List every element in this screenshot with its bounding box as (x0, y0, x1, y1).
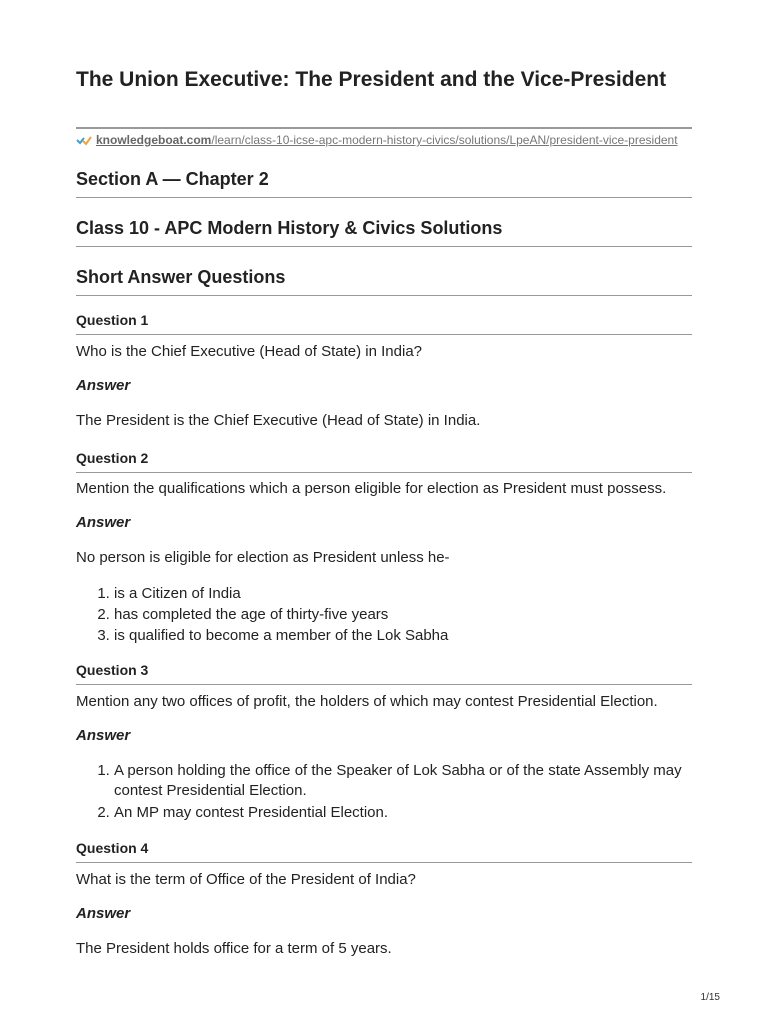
short-answer-divider (76, 295, 692, 296)
list-item: 2. An MP may contest Presidential Election. (114, 803, 730, 823)
short-answer-heading: Short Answer Questions (76, 267, 286, 287)
list-item: 1. A person holding the office of the Speaker of Lok Sabha or of the state Assembly may contest Presidential Election. (114, 761, 730, 801)
answer-2-intro: No person is eligible for election as President unless he- (76, 549, 450, 566)
question-3-label: Question 3 (76, 662, 149, 678)
question-1-text: Who is the Chief Executive (Head of State) in India? (76, 343, 423, 360)
title-divider (76, 127, 692, 129)
class-heading: Class 10 - APC Modern History & Civics Solutions (76, 218, 503, 238)
answer-1-text: The President is the Chief Executive (Head of State) in India. (76, 412, 481, 429)
answer-3-list (76, 761, 730, 823)
question-4-text: What is the term of Office of the President of India? (76, 871, 416, 888)
question-2-label: Question 2 (76, 450, 149, 466)
answer-1-label: Answer (76, 377, 131, 394)
list-item: 2. has completed the age of thirty-five years (114, 604, 730, 625)
answer-3-label: Answer (76, 727, 131, 744)
class-divider (76, 246, 692, 247)
question-2-text: Mention the qualifications which a person eligible for election as President must possess. (76, 480, 667, 497)
question-1-divider (76, 334, 692, 335)
knowledgeboat-logo-icon (76, 134, 92, 146)
question-3-divider (76, 684, 692, 685)
source-path[interactable]: /learn/class-10-icse-apc-modern-history-civics/solutions/LpeAN/president-vice-president (211, 133, 678, 147)
question-2-divider (76, 472, 692, 473)
answer-2-list (76, 583, 730, 646)
question-1-label: Question 1 (76, 312, 149, 328)
page-title: The Union Executive: The President and the Vice-President (76, 68, 667, 91)
section-divider (76, 197, 692, 198)
list-item: 1. is a Citizen of India (114, 583, 730, 604)
question-4-label: Question 4 (76, 840, 149, 856)
source-domain[interactable]: knowledgeboat.com (96, 133, 212, 147)
answer-4-text: The President holds office for a term of 5 years. (76, 940, 392, 957)
answer-4-label: Answer (76, 905, 131, 922)
source-link[interactable] (76, 133, 678, 147)
section-heading: Section A — Chapter 2 (76, 169, 269, 189)
question-4-divider (76, 862, 692, 863)
answer-2-label: Answer (76, 514, 131, 531)
question-3-text: Mention any two offices of profit, the holders of which may contest Presidential Election. (76, 693, 658, 710)
list-item: 3. is qualified to become a member of the Lok Sabha (114, 625, 730, 646)
page-number: 1/15 (700, 992, 720, 1003)
